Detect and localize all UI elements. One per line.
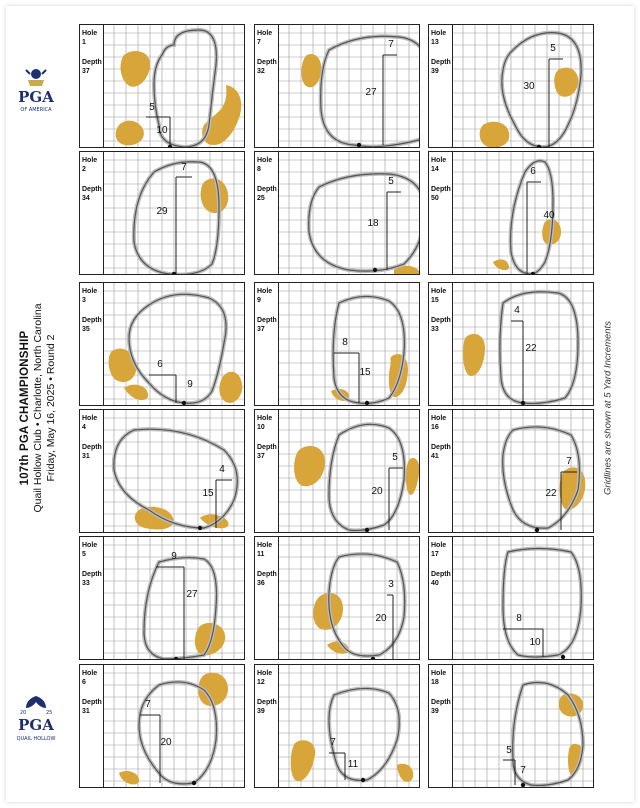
hole-label: Hole [257, 542, 273, 549]
pin-front-yards: 9 [187, 379, 193, 390]
pin-side-yards: 5 [149, 102, 155, 113]
hole-card [428, 664, 594, 788]
pin-side-yards: 9 [171, 551, 177, 562]
hole-info-panel [80, 152, 104, 274]
hole-label: Hole [431, 30, 447, 37]
front-of-green-marker [361, 778, 365, 782]
hole-number: 6 [82, 679, 86, 686]
depth-value: 50 [431, 195, 439, 202]
green-diagram [104, 283, 244, 405]
hole-card [79, 409, 245, 533]
depth-label: Depth [257, 317, 277, 324]
pin-side-yards: 6 [157, 359, 163, 370]
depth-label: Depth [82, 444, 102, 451]
hole-number: 11 [257, 551, 265, 558]
pin-front-yards: 22 [525, 343, 537, 354]
hole-number: 8 [257, 166, 261, 173]
hole-label: Hole [431, 288, 447, 295]
hole-card [428, 151, 594, 275]
hole-info-panel [80, 25, 104, 147]
pin-side-yards: 7 [145, 699, 151, 710]
pin-front-yards: 20 [371, 486, 383, 497]
green-diagram [279, 152, 419, 274]
hole-number: 15 [431, 297, 439, 304]
green-diagram [279, 410, 419, 532]
event-venue: Quail Hollow Club • Charlotte, North Carolina [32, 303, 44, 513]
event-title: 107th PGA CHAMPIONSHIP [19, 330, 31, 486]
fringe-outline [329, 688, 399, 780]
hole-card [428, 536, 594, 660]
front-of-green-marker [365, 401, 369, 405]
pin-side-yards: 7 [330, 737, 336, 748]
depth-value: 34 [82, 195, 90, 202]
depth-value: 39 [257, 708, 265, 715]
pin-side-yards: 3 [388, 579, 394, 590]
bunker [406, 458, 419, 495]
pga-championship-logo [12, 692, 60, 752]
hole-number: 2 [82, 166, 86, 173]
depth-label: Depth [431, 699, 451, 706]
pin-front-yards: 27 [186, 589, 198, 600]
hole-number: 12 [257, 679, 265, 686]
front-of-green-marker [365, 528, 369, 532]
bunker [119, 771, 139, 784]
hole-number: 1 [82, 39, 86, 46]
green-outline [329, 424, 404, 530]
hole-label: Hole [82, 157, 98, 164]
depth-value: 37 [82, 68, 90, 75]
gridline-note-text: Gridlines are shown at 5 Yard Increments [602, 321, 614, 495]
pin-side-yards: 7 [566, 456, 572, 467]
depth-label: Depth [82, 699, 102, 706]
depth-value: 36 [257, 580, 265, 587]
depth-value: 33 [82, 580, 90, 587]
pin-front-yards: 22 [545, 488, 557, 499]
depth-label: Depth [431, 444, 451, 451]
depth-value: 41 [431, 453, 439, 460]
event-round: Friday, May 16, 2025 • Round 2 [45, 334, 57, 482]
pin-front-yards: 7 [520, 765, 526, 776]
hole-info-panel [80, 665, 104, 787]
depth-label: Depth [82, 571, 102, 578]
front-of-green-marker [373, 268, 377, 272]
bunker [554, 68, 578, 97]
front-of-green-marker [535, 528, 539, 532]
hole-label: Hole [257, 288, 273, 295]
depth-label: Depth [431, 59, 451, 66]
pin-side-yards: 6 [530, 166, 536, 177]
green-diagram [453, 283, 593, 405]
depth-value: 37 [257, 453, 265, 460]
hole-number: 3 [82, 297, 86, 304]
green-diagram [453, 152, 593, 274]
green-diagram [453, 537, 593, 659]
bunker [294, 446, 325, 486]
green-diagram [279, 537, 419, 659]
hole-number: 4 [82, 424, 86, 431]
hole-number: 9 [257, 297, 261, 304]
front-of-green-marker [521, 401, 525, 405]
svg-text:25: 25 [46, 710, 53, 716]
pin-front-yards: 10 [529, 637, 541, 648]
front-of-green-marker [561, 655, 565, 659]
hole-label: Hole [431, 157, 447, 164]
green-diagram [104, 152, 244, 274]
depth-label: Depth [431, 186, 451, 193]
bunker [116, 121, 144, 146]
hole-info-panel [80, 410, 104, 532]
depth-label: Depth [82, 59, 102, 66]
depth-value: 37 [257, 326, 265, 333]
hole-number: 18 [431, 679, 439, 686]
hole-info-panel [255, 152, 279, 274]
green-diagram [279, 283, 419, 405]
green-diagram [279, 665, 419, 787]
fringe-outline [333, 296, 404, 403]
pin-side-yards: 7 [388, 39, 394, 50]
pin-front-yards: 20 [160, 737, 172, 748]
depth-label: Depth [257, 444, 277, 451]
yard-grid [279, 152, 419, 274]
depth-label: Depth [431, 571, 451, 578]
pin-side-yards: 4 [219, 464, 225, 475]
hole-card [254, 536, 420, 660]
green-diagram [104, 410, 244, 532]
depth-label: Depth [82, 317, 102, 324]
hole-label: Hole [82, 415, 98, 422]
pin-side-yards: 5 [506, 745, 512, 756]
svg-text:QUAIL HOLLOW: QUAIL HOLLOW [16, 736, 56, 742]
hole-label: Hole [257, 157, 273, 164]
bunker [201, 178, 229, 213]
bunker [202, 85, 241, 145]
depth-label: Depth [257, 571, 277, 578]
hole-info-panel [429, 283, 453, 405]
hole-info-panel [255, 25, 279, 147]
hole-label: Hole [431, 542, 447, 549]
depth-value: 35 [82, 326, 90, 333]
pin-side-yards: 5 [388, 176, 394, 187]
hole-label: Hole [82, 288, 98, 295]
depth-label: Depth [431, 317, 451, 324]
hole-info-panel [429, 537, 453, 659]
hole-card [79, 536, 245, 660]
hole-card [254, 409, 420, 533]
hole-info-panel [255, 537, 279, 659]
pin-front-yards: 20 [375, 613, 387, 624]
green-diagram [453, 665, 593, 787]
green-outline [500, 292, 578, 404]
bunker [135, 507, 174, 530]
hole-card [79, 664, 245, 788]
bunker [493, 259, 509, 270]
hole-label: Hole [257, 415, 273, 422]
hole-info-panel [429, 665, 453, 787]
hole-number: 16 [431, 424, 439, 431]
hole-number: 5 [82, 551, 86, 558]
hole-label: Hole [82, 30, 98, 37]
depth-value: 39 [431, 708, 439, 715]
depth-value: 33 [431, 326, 439, 333]
hole-number: 7 [257, 39, 261, 46]
depth-value: 39 [431, 68, 439, 75]
front-of-green-marker [198, 526, 202, 530]
pin-front-yards: 11 [347, 759, 359, 770]
hole-card [254, 664, 420, 788]
pin-side-yards: 8 [342, 337, 348, 348]
depth-value: 25 [257, 195, 265, 202]
front-of-green-marker [521, 783, 525, 787]
hole-card [254, 151, 420, 275]
depth-label: Depth [257, 59, 277, 66]
bunker [219, 372, 242, 403]
hole-card [79, 24, 245, 148]
yard-grid [104, 152, 244, 274]
bunker [291, 740, 315, 781]
hole-card [79, 151, 245, 275]
svg-text:20: 20 [20, 710, 27, 716]
pga-of-america-logo [12, 64, 60, 116]
hole-number: 10 [257, 424, 265, 431]
fringe-outline [114, 429, 237, 528]
depth-label: Depth [257, 699, 277, 706]
hole-label: Hole [257, 30, 273, 37]
depth-value: 31 [82, 708, 90, 715]
depth-value: 40 [431, 580, 439, 587]
svg-text:OF AMERICA: OF AMERICA [20, 107, 52, 113]
depth-value: 31 [82, 453, 90, 460]
pin-front-yards: 29 [156, 206, 168, 217]
front-of-green-marker [182, 401, 186, 405]
hole-info-panel [255, 665, 279, 787]
pin-side-yards: 4 [514, 305, 520, 316]
hole-number: 14 [431, 166, 439, 173]
hole-number: 17 [431, 551, 439, 558]
green-diagram [279, 25, 419, 147]
hole-card [254, 24, 420, 148]
hole-label: Hole [431, 670, 447, 677]
hole-info-panel [429, 25, 453, 147]
hole-card [428, 409, 594, 533]
hole-info-panel [80, 537, 104, 659]
hole-card [428, 282, 594, 406]
pin-front-yards: 15 [359, 367, 371, 378]
hole-label: Hole [257, 670, 273, 677]
hole-label: Hole [82, 542, 98, 549]
hole-card [428, 24, 594, 148]
hole-info-panel [429, 152, 453, 274]
bunker [121, 51, 151, 87]
bunker [463, 334, 485, 376]
pin-side-yards: 5 [550, 43, 556, 54]
hole-label: Hole [431, 415, 447, 422]
bunker [301, 54, 321, 87]
green-diagram [104, 537, 244, 659]
pin-front-yards: 40 [543, 210, 555, 221]
green-diagram [453, 410, 593, 532]
green-diagram [453, 25, 593, 147]
hole-card [254, 282, 420, 406]
pin-front-yards: 15 [202, 488, 214, 499]
fringe-outline [500, 292, 578, 404]
hole-info-panel [255, 283, 279, 405]
pin-side-yards: 5 [392, 452, 398, 463]
hole-info-panel [80, 283, 104, 405]
hole-info-panel [255, 410, 279, 532]
hole-number: 13 [431, 39, 439, 46]
hole-info-panel [429, 410, 453, 532]
depth-label: Depth [82, 186, 102, 193]
green-diagram [104, 25, 244, 147]
front-of-green-marker [357, 143, 361, 147]
bunker [397, 764, 413, 782]
pin-front-yards: 18 [367, 218, 379, 229]
depth-value: 32 [257, 68, 265, 75]
pin-front-yards: 27 [365, 87, 377, 98]
pin-side-yards: 8 [516, 613, 522, 624]
pin-side-yards: 7 [181, 162, 187, 173]
front-of-green-marker [192, 781, 196, 785]
depth-label: Depth [257, 186, 277, 193]
yard-grid [453, 152, 593, 274]
pin-front-yards: 30 [523, 81, 535, 92]
hole-card [79, 282, 245, 406]
svg-text:PGA: PGA [18, 716, 54, 734]
green-outline [114, 429, 237, 528]
hole-label: Hole [82, 670, 98, 677]
pin-front-yards: 10 [156, 125, 168, 136]
svg-text:PGA: PGA [18, 88, 54, 106]
bunker [480, 122, 510, 147]
green-diagram [104, 665, 244, 787]
